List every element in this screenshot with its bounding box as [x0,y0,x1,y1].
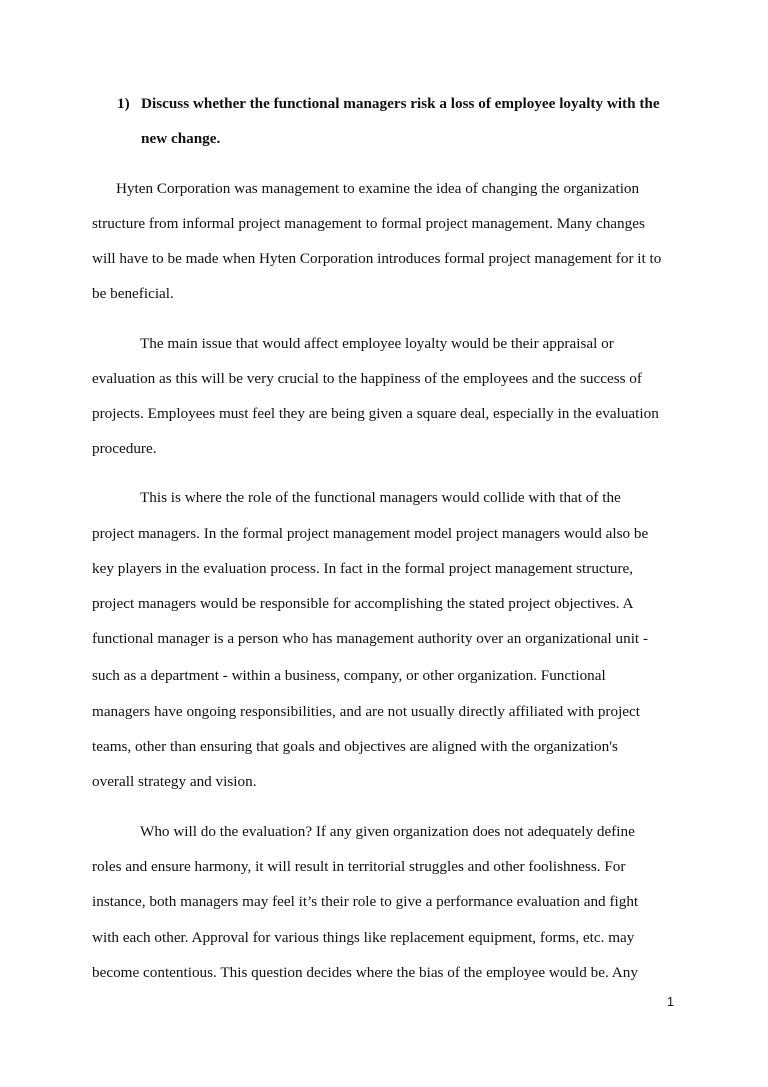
paragraph-3-line-9: overall strategy and vision. [92,773,257,790]
paragraph-3-line-6: such as a department - within a business, company, or other organization. Functional [92,667,606,684]
paragraph-4-line-3: instance, both managers may feel it’s their role to give a performance evaluation and fight [92,893,639,910]
paragraph-1-line-3: will have to be made when Hyten Corporation introduces formal project management for it to [92,250,662,267]
paragraph-1-line-2: structure from informal project management to formal project management. Many changes [92,215,645,232]
paragraph-3-line-8: teams, other than ensuring that goals and objectives are aligned with the organization's [92,738,618,755]
paragraph-2-line-1: The main issue that would affect employee loyalty would be their appraisal or [140,335,614,352]
paragraph-4-line-5: become contentious. This question decides where the bias of the employee would be. Any [92,964,638,981]
paragraph-3-line-2: project managers. In the formal project management model project managers would also be [92,525,649,542]
paragraph-3-line-7: managers have ongoing responsibilities, and are not usually directly affiliated with project [92,703,641,720]
paragraph-2-line-2: evaluation as this will be very crucial to the happiness of the employees and the success of [92,370,642,387]
paragraph-1-line-1: Hyten Corporation was management to examine the idea of changing the organization [116,180,640,197]
paragraph-3-line-4: project managers would be responsible for accomplishing the stated project objectives. A [92,595,634,612]
paragraph-2-line-3: projects. Employees must feel they are being given a square deal, especially in the evaluation [92,405,659,422]
question-line-1: Discuss whether the functional managers risk a loss of employee loyalty with the [141,95,660,112]
paragraph-4-line-2: roles and ensure harmony, it will result in territorial struggles and other foolishness. For [92,858,626,875]
page-number: 1 [667,995,674,1009]
question-number: 1) [117,95,130,112]
paragraph-2-line-4: procedure. [92,440,157,457]
paragraph-3-line-5: functional manager is a person who has management authority over an organizational unit - [92,630,648,647]
paragraph-4-line-4: with each other. Approval for various things like replacement equipment, forms, etc. may [92,929,635,946]
paragraph-3-line-3: key players in the evaluation process. In fact in the formal project management structure, [92,560,634,577]
paragraph-4-line-1: Who will do the evaluation? If any given organization does not adequately define [140,823,635,840]
paragraph-1-line-4: be beneficial. [92,285,174,302]
paragraph-3-line-1: This is where the role of the functional managers would collide with that of the [140,489,621,506]
question-line-2: new change. [141,130,221,147]
